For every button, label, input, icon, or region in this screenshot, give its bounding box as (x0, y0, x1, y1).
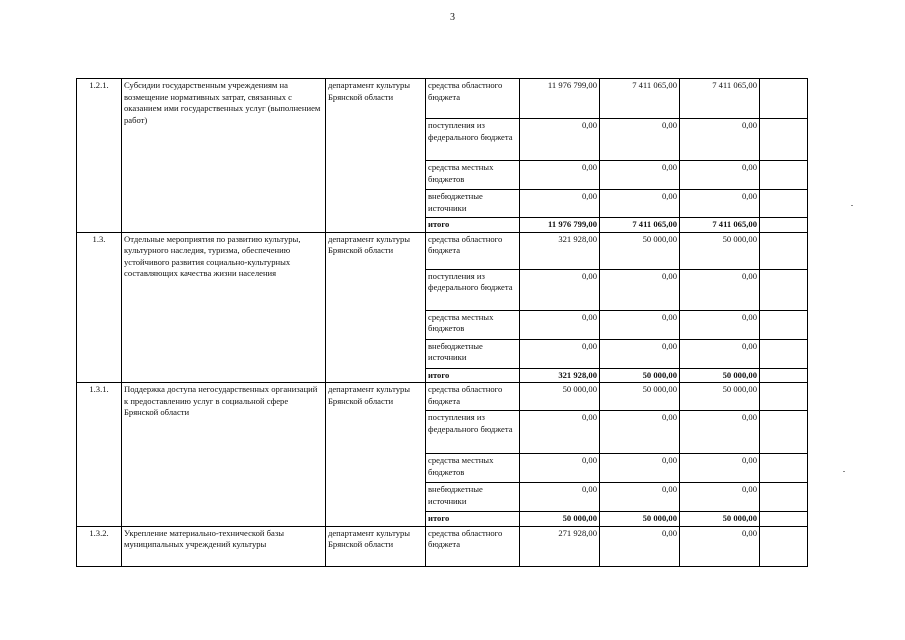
value-cell: 0,00 (600, 454, 680, 483)
value-cell: 271 928,00 (520, 526, 600, 566)
source-local: средства местных бюджетов (426, 454, 520, 483)
empty-cell (760, 383, 808, 411)
total-cell: 50 000,00 (600, 512, 680, 527)
source-regional: средства областного бюджета (426, 526, 520, 566)
value-cell: 0,00 (680, 310, 760, 339)
row-code: 1.3.2. (77, 526, 122, 566)
value-cell: 321 928,00 (520, 232, 600, 269)
source-extra: внебюджетные источники (426, 483, 520, 512)
total-cell: 50 000,00 (680, 368, 760, 383)
row-code: 1.2.1. (77, 79, 122, 233)
source-federal: поступления из федерального бюджета (426, 411, 520, 454)
empty-cell (760, 483, 808, 512)
row-name: Поддержка доступа негосударственных организаций к предоставлению услуг в социальной сфере Брянской области (122, 383, 326, 527)
value-cell: 50 000,00 (680, 232, 760, 269)
row-group-1-2-1 (77, 79, 808, 233)
value-cell: 0,00 (520, 190, 600, 218)
total-cell: 7 411 065,00 (600, 218, 680, 233)
source-total: итого (426, 218, 520, 233)
value-cell: 0,00 (680, 190, 760, 218)
value-cell: 0,00 (600, 526, 680, 566)
source-regional: средства областного бюджета (426, 79, 520, 119)
value-cell: 11 976 799,00 (520, 79, 600, 119)
empty-cell (760, 339, 808, 368)
row-executor: департамент культуры Брянской области (326, 232, 426, 383)
value-cell: 0,00 (520, 161, 600, 190)
source-federal: поступления из федерального бюджета (426, 119, 520, 161)
empty-cell (760, 119, 808, 161)
source-extra: внебюджетные источники (426, 339, 520, 368)
value-cell: 0,00 (680, 411, 760, 454)
empty-cell (760, 269, 808, 310)
value-cell: 0,00 (520, 269, 600, 310)
value-cell: 7 411 065,00 (680, 79, 760, 119)
value-cell: 7 411 065,00 (600, 79, 680, 119)
value-cell: 0,00 (680, 454, 760, 483)
empty-cell (760, 512, 808, 527)
empty-cell (760, 161, 808, 190)
empty-cell (760, 411, 808, 454)
source-local: средства местных бюджетов (426, 161, 520, 190)
empty-cell (760, 79, 808, 119)
empty-cell (760, 218, 808, 233)
row-name: Субсидии государственным учреждениям на возмещение нормативных затрат, связанных с оказанием ими государственных услуг (выполнением работ) (122, 79, 326, 233)
row-code: 1.3.1. (77, 383, 122, 527)
value-cell: 0,00 (520, 119, 600, 161)
row-code: 1.3. (77, 232, 122, 383)
value-cell: 0,00 (680, 526, 760, 566)
value-cell: 0,00 (520, 411, 600, 454)
source-total: итого (426, 368, 520, 383)
budget-table (76, 78, 808, 567)
value-cell: 0,00 (680, 119, 760, 161)
value-cell: 0,00 (680, 161, 760, 190)
value-cell: 0,00 (520, 483, 600, 512)
row-name: Отдельные мероприятия по развитию культуры, культурного наследия, туризма, обеспечению устойчивого развития социально-культурных составляющих качества жизни населения (122, 232, 326, 383)
row-executor: департамент культуры Брянской области (326, 383, 426, 527)
empty-cell (760, 232, 808, 269)
total-cell: 11 976 799,00 (520, 218, 600, 233)
value-cell: 0,00 (600, 190, 680, 218)
source-total: итого (426, 512, 520, 527)
row-executor: департамент культуры Брянской области (326, 79, 426, 233)
source-federal: поступления из федерального бюджета (426, 269, 520, 310)
row-group-1-3-1 (77, 383, 808, 527)
source-local: средства местных бюджетов (426, 310, 520, 339)
value-cell: 50 000,00 (600, 232, 680, 269)
value-cell: 0,00 (600, 161, 680, 190)
empty-cell (760, 310, 808, 339)
value-cell: 0,00 (520, 310, 600, 339)
row-name: Укрепление материально-технической базы муниципальных учреждений культуры (122, 526, 326, 566)
empty-cell (760, 190, 808, 218)
source-extra: внебюджетные источники (426, 190, 520, 218)
row-executor: департамент культуры Брянской области (326, 526, 426, 566)
value-cell: 50 000,00 (600, 383, 680, 411)
empty-cell (760, 454, 808, 483)
page-number: 3 (450, 12, 455, 23)
empty-cell (760, 368, 808, 383)
value-cell: 0,00 (600, 339, 680, 368)
total-cell: 50 000,00 (520, 512, 600, 527)
empty-cell (760, 526, 808, 566)
scan-speck (843, 471, 845, 472)
total-cell: 50 000,00 (680, 512, 760, 527)
scan-speck (851, 205, 853, 206)
value-cell: 0,00 (680, 483, 760, 512)
total-cell: 7 411 065,00 (680, 218, 760, 233)
source-regional: средства областного бюджета (426, 383, 520, 411)
source-regional: средства областного бюджета (426, 232, 520, 269)
value-cell: 50 000,00 (680, 383, 760, 411)
total-cell: 50 000,00 (600, 368, 680, 383)
value-cell: 0,00 (600, 310, 680, 339)
value-cell: 50 000,00 (520, 383, 600, 411)
value-cell: 0,00 (680, 269, 760, 310)
total-cell: 321 928,00 (520, 368, 600, 383)
value-cell: 0,00 (520, 454, 600, 483)
value-cell: 0,00 (520, 339, 600, 368)
row-group-1-3-2 (77, 526, 808, 566)
value-cell: 0,00 (600, 483, 680, 512)
value-cell: 0,00 (600, 119, 680, 161)
value-cell: 0,00 (600, 269, 680, 310)
value-cell: 0,00 (680, 339, 760, 368)
row-group-1-3 (77, 232, 808, 383)
value-cell: 0,00 (600, 411, 680, 454)
